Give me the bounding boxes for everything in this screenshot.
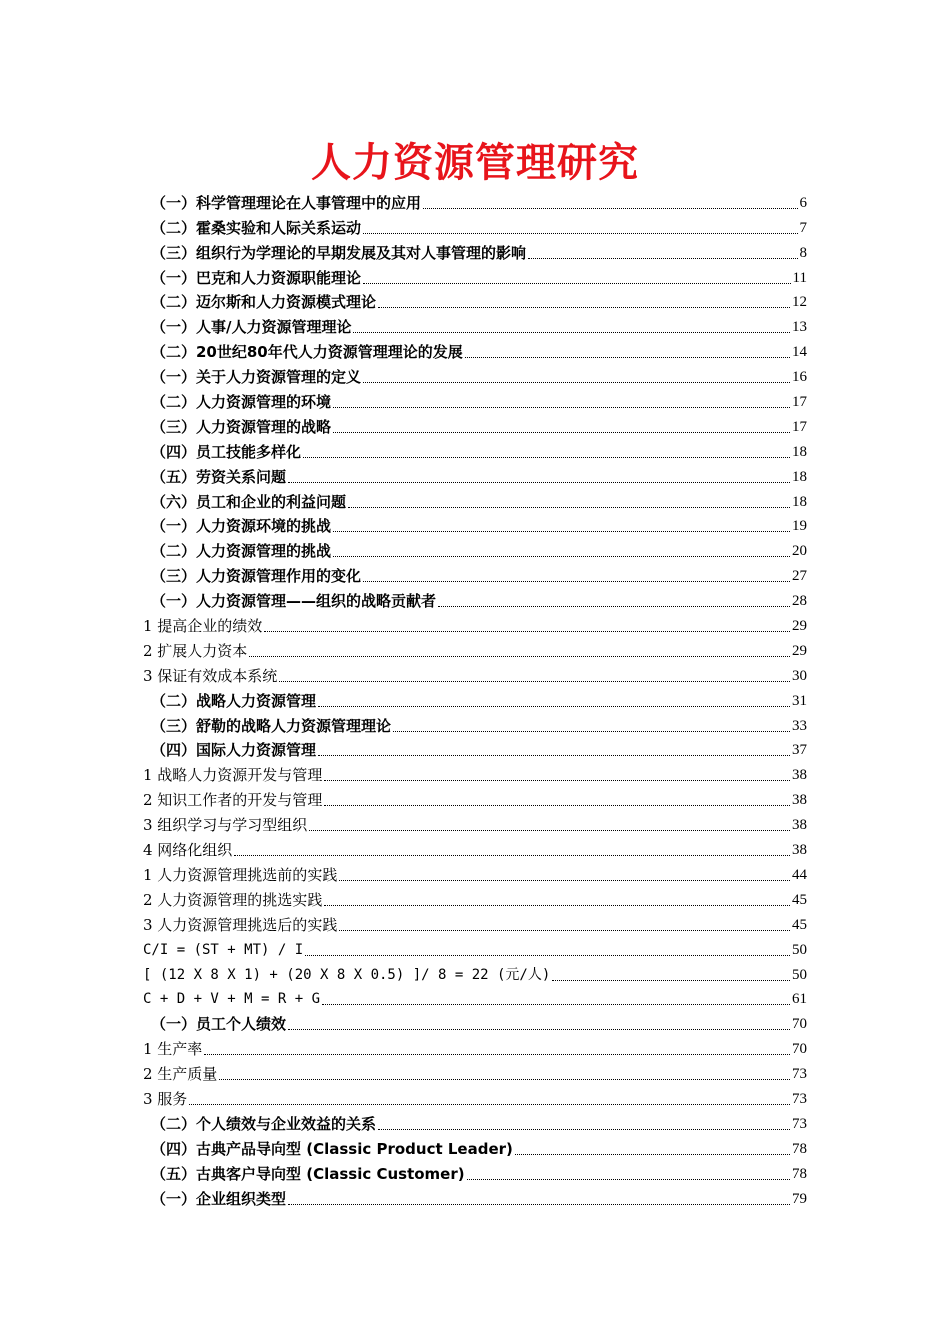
toc-entry[interactable]	[143, 487, 807, 512]
dot-leader	[363, 233, 797, 234]
toc-entry[interactable]	[143, 1084, 807, 1109]
dot-leader	[438, 606, 790, 607]
toc-entry-title: （一）巴克和人力资源职能理论	[151, 268, 362, 287]
toc-entry[interactable]	[143, 561, 807, 586]
dot-leader	[324, 780, 790, 781]
dot-leader	[288, 482, 790, 483]
toc-page-number: 33	[792, 717, 807, 734]
dot-leader	[219, 1079, 790, 1080]
toc-entry-title: （二）20世纪80年代人力资源管理理论的发展	[151, 343, 463, 362]
toc-entry[interactable]	[143, 636, 807, 661]
dot-leader	[324, 905, 790, 906]
toc-entry-title: （五）古典客户导向型 (Classic Customer)	[151, 1164, 465, 1183]
dot-leader	[264, 631, 790, 632]
dot-leader	[339, 880, 790, 881]
toc-entry-title: （一）企业组织类型	[151, 1189, 287, 1208]
toc-page-number: 14	[792, 344, 807, 361]
dot-leader	[378, 1129, 790, 1130]
toc-page-number: 20	[792, 543, 807, 560]
toc-entry-title: （四）国际人力资源管理	[151, 741, 317, 760]
toc-entry[interactable]	[143, 312, 807, 337]
toc-entry-title: （三）人力资源管理的战略	[151, 417, 332, 436]
dot-leader	[333, 432, 790, 433]
toc-entry-title: （二）人力资源管理的环境	[151, 393, 332, 412]
toc-entry[interactable]	[143, 512, 807, 537]
dot-leader	[378, 307, 790, 308]
dot-leader	[279, 681, 790, 682]
toc-entry-title: 1 生产率	[143, 1040, 203, 1059]
toc-page-number: 78	[792, 1140, 807, 1157]
toc-entry-title: （三）组织行为学理论的早期发展及其对人事管理的影响	[151, 243, 527, 262]
dot-leader	[528, 258, 797, 259]
dot-leader	[353, 332, 790, 333]
toc-page-number: 38	[792, 842, 807, 859]
toc-page-number: 6	[799, 194, 807, 211]
toc-page-number: 12	[792, 294, 807, 311]
toc-entry[interactable]	[143, 1134, 807, 1159]
toc-entry[interactable]	[143, 1059, 807, 1084]
toc-entry[interactable]	[143, 785, 807, 810]
dot-leader	[363, 382, 790, 383]
toc-page-number: 17	[792, 418, 807, 435]
toc-entry[interactable]	[143, 213, 807, 238]
page-title: 人力资源管理研究	[311, 139, 639, 186]
toc-entry[interactable]	[143, 711, 807, 736]
dot-leader	[393, 731, 790, 732]
toc-entry-title: 1 提高企业的绩效	[143, 617, 263, 636]
toc-page-number: 30	[792, 667, 807, 684]
toc-entry-title: （二）霍桑实验和人际关系运动	[151, 218, 362, 237]
toc-entry[interactable]	[143, 611, 807, 636]
toc-entry[interactable]	[143, 288, 807, 313]
toc-page-number: 29	[792, 618, 807, 635]
toc-entry[interactable]	[143, 462, 807, 487]
dot-leader	[303, 457, 790, 458]
toc-entry[interactable]	[143, 760, 807, 785]
dot-leader	[318, 755, 790, 756]
toc-page-number: 61	[792, 991, 807, 1008]
dot-leader	[467, 1179, 790, 1180]
toc-entry-title: （一）员工个人绩效	[151, 1015, 287, 1034]
toc-entry[interactable]	[143, 910, 807, 935]
toc-page-number: 27	[792, 568, 807, 585]
toc-page-number: 16	[792, 369, 807, 386]
toc-entry-title: （二）战略人力资源管理	[151, 691, 317, 710]
toc-entry-title: 1 人力资源管理挑选前的实践	[143, 865, 338, 884]
toc-entry[interactable]	[143, 387, 807, 412]
toc-entry-title: （五）劳资关系问题	[151, 467, 287, 486]
dot-leader	[348, 507, 790, 508]
toc-entry[interactable]	[143, 810, 807, 835]
toc-page-number: 44	[792, 866, 807, 883]
dot-leader	[363, 581, 790, 582]
toc-entry-title: （一）人力资源管理——组织的战略贡献者	[151, 592, 437, 611]
dot-leader	[465, 357, 790, 358]
toc-page-number: 38	[792, 817, 807, 834]
toc-entry[interactable]	[143, 1159, 807, 1184]
toc-entry-title: （二）个人绩效与企业效益的关系	[151, 1114, 377, 1133]
toc-entry-title: 2 扩展人力资本	[143, 641, 248, 660]
dot-leader	[309, 830, 790, 831]
toc-entry-title: 3 人力资源管理挑选后的实践	[143, 915, 338, 934]
toc-page-number: 73	[792, 1066, 807, 1083]
dot-leader	[423, 208, 797, 209]
toc-entry[interactable]	[143, 412, 807, 437]
toc-entry-title: C + D + V + M = R + G	[143, 991, 321, 1008]
toc-entry[interactable]	[143, 736, 807, 761]
toc-entry[interactable]	[143, 1109, 807, 1134]
dot-leader	[322, 1004, 790, 1005]
dot-leader	[288, 1204, 790, 1205]
toc-entry[interactable]	[143, 860, 807, 885]
toc-entry-title: 3 保证有效成本系统	[143, 666, 278, 685]
toc-entry[interactable]	[143, 586, 807, 611]
toc-page-number: 70	[792, 1041, 807, 1058]
toc-entry-title: 1 战略人力资源开发与管理	[143, 766, 323, 785]
toc-page-number: 79	[792, 1190, 807, 1207]
toc-page-number: 18	[792, 468, 807, 485]
toc-page-number: 8	[799, 244, 807, 261]
toc-entry[interactable]	[143, 686, 807, 711]
toc-entry[interactable]	[143, 437, 807, 462]
toc-entry-title: （三）舒勒的战略人力资源管理理论	[151, 716, 392, 735]
toc-page-number: 38	[792, 792, 807, 809]
dot-leader	[305, 955, 790, 956]
toc-page-number: 38	[792, 767, 807, 784]
toc-page-number: 50	[792, 966, 807, 983]
toc-entry[interactable]	[143, 536, 807, 561]
dot-leader	[249, 656, 790, 657]
toc-page-number: 19	[792, 518, 807, 535]
toc-entry[interactable]	[143, 1034, 807, 1059]
dot-leader	[552, 980, 790, 981]
toc-entry-title: 2 人力资源管理的挑选实践	[143, 890, 323, 909]
toc-page-number: 17	[792, 394, 807, 411]
dot-leader	[333, 531, 790, 532]
toc-entry[interactable]	[143, 885, 807, 910]
dot-leader	[324, 805, 790, 806]
dot-leader	[204, 1054, 790, 1055]
toc-entry[interactable]	[143, 835, 807, 860]
toc-entry-title: （二）人力资源管理的挑战	[151, 542, 332, 561]
toc-entry-title: （一）人事/人力资源管理理论	[151, 318, 352, 337]
toc-entry-title: 3 服务	[143, 1089, 188, 1108]
dot-leader	[333, 556, 790, 557]
toc-entry[interactable]	[143, 188, 807, 213]
dot-leader	[318, 706, 790, 707]
toc-entry-title: （三）人力资源管理作用的变化	[151, 567, 362, 586]
dot-leader	[333, 407, 790, 408]
dot-leader	[288, 1029, 790, 1030]
toc-entry-title: [ (12 X 8 X 1) + (20 X 8 X 0.5) ]/ 8 = 22 (元/人)	[143, 966, 551, 983]
toc-entry[interactable]	[143, 238, 807, 263]
toc-page-number: 13	[792, 319, 807, 336]
table-of-contents	[143, 188, 807, 1209]
toc-entry-title: （一）关于人力资源管理的定义	[151, 368, 362, 387]
toc-entry-title: 4 网络化组织	[143, 841, 233, 860]
toc-page-number: 50	[792, 941, 807, 958]
toc-entry-title: （四）古典产品导向型 (Classic Product Leader)	[151, 1139, 513, 1158]
toc-entry[interactable]	[143, 362, 807, 387]
toc-entry[interactable]	[143, 337, 807, 362]
dot-leader	[515, 1154, 790, 1155]
toc-page-number: 31	[792, 692, 807, 709]
toc-page-number: 11	[792, 269, 807, 286]
toc-page-number: 73	[792, 1090, 807, 1107]
toc-entry-title: 3 组织学习与学习型组织	[143, 816, 308, 835]
toc-page-number: 45	[792, 916, 807, 933]
dot-leader	[363, 283, 791, 284]
toc-entry-title: （六）员工和企业的利益问题	[151, 492, 347, 511]
dot-leader	[189, 1104, 790, 1105]
toc-entry[interactable]	[143, 935, 807, 960]
toc-entry-title: （一）人力资源环境的挑战	[151, 517, 332, 536]
toc-entry-title: 2 知识工作者的开发与管理	[143, 791, 323, 810]
toc-entry-title: C/I = (ST + MT) / I	[143, 941, 304, 958]
toc-entry-title: 2 生产质量	[143, 1065, 218, 1084]
toc-page-number: 18	[792, 493, 807, 510]
toc-page-number: 37	[792, 742, 807, 759]
dot-leader	[339, 930, 790, 931]
toc-entry[interactable]	[143, 661, 807, 686]
toc-entry[interactable]	[143, 1184, 807, 1209]
toc-entry-title: （二）迈尔斯和人力资源模式理论	[151, 293, 377, 312]
toc-page-number: 18	[792, 443, 807, 460]
toc-entry[interactable]	[143, 263, 807, 288]
toc-page-number: 70	[792, 1016, 807, 1033]
toc-page-number: 28	[792, 593, 807, 610]
dot-leader	[234, 855, 790, 856]
toc-page-number: 73	[792, 1115, 807, 1132]
toc-entry-title: （四）员工技能多样化	[151, 442, 302, 461]
toc-entry-title: （一）科学管理理论在人事管理中的应用	[151, 193, 422, 212]
toc-page-number: 7	[799, 219, 807, 236]
toc-entry[interactable]	[143, 1009, 807, 1034]
toc-page-number: 78	[792, 1165, 807, 1182]
toc-entry[interactable]	[143, 985, 807, 1010]
toc-page-number: 45	[792, 891, 807, 908]
toc-page-number: 29	[792, 642, 807, 659]
toc-entry[interactable]	[143, 960, 807, 985]
